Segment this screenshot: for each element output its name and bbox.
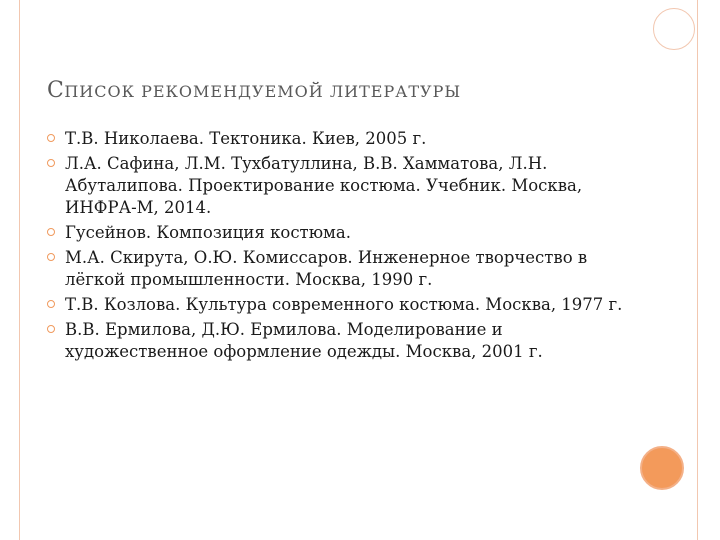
list-item-text: Гусейнов. Композиция костюма.	[65, 223, 351, 242]
circle-bullet-icon	[47, 134, 55, 142]
slide-title	[47, 78, 461, 103]
circle-bullet-icon	[47, 159, 55, 167]
list-item-text: Т.В. Николаева. Тектоника. Киев, 2005 г.	[65, 129, 427, 148]
decorative-circle-bottom	[640, 446, 684, 490]
circle-bullet-icon	[47, 253, 55, 261]
circle-bullet-icon	[47, 228, 55, 236]
list-item-text: М.А. Скирута, О.Ю. Комиссаров. Инженерное творчество в лёгкой промышленности. Москва, 1990 г.	[65, 248, 588, 289]
list-item-text: Т.В. Козлова. Культура современного костюма. Москва, 1977 г.	[65, 295, 623, 314]
circle-bullet-icon	[47, 325, 55, 333]
circle-bullet-icon	[47, 300, 55, 308]
list-item-text: Л.А. Сафина, Л.М. Тухбатуллина, В.В. Хамматова, Л.Н. Абуталипова. Проектирование костюма. Учебник. Москва, ИНФРА-М, 2014.	[65, 154, 583, 217]
title-rest: ПИСОК РЕКОМЕНДУЕМОЙ ЛИТЕРАТУРЫ	[64, 82, 462, 101]
title-first-letter: С	[47, 78, 65, 103]
list-item	[47, 153, 647, 219]
list-item	[47, 294, 647, 316]
decorative-circle-top	[653, 8, 695, 50]
list-item-text: В.В. Ермилова, Д.Ю. Ермилова. Моделирование и художественное оформление одежды. Москва, 2001 г.	[65, 320, 543, 361]
reference-list	[47, 128, 647, 366]
list-item	[47, 247, 647, 291]
list-item	[47, 128, 647, 150]
list-item	[47, 319, 647, 363]
list-item	[47, 222, 647, 244]
